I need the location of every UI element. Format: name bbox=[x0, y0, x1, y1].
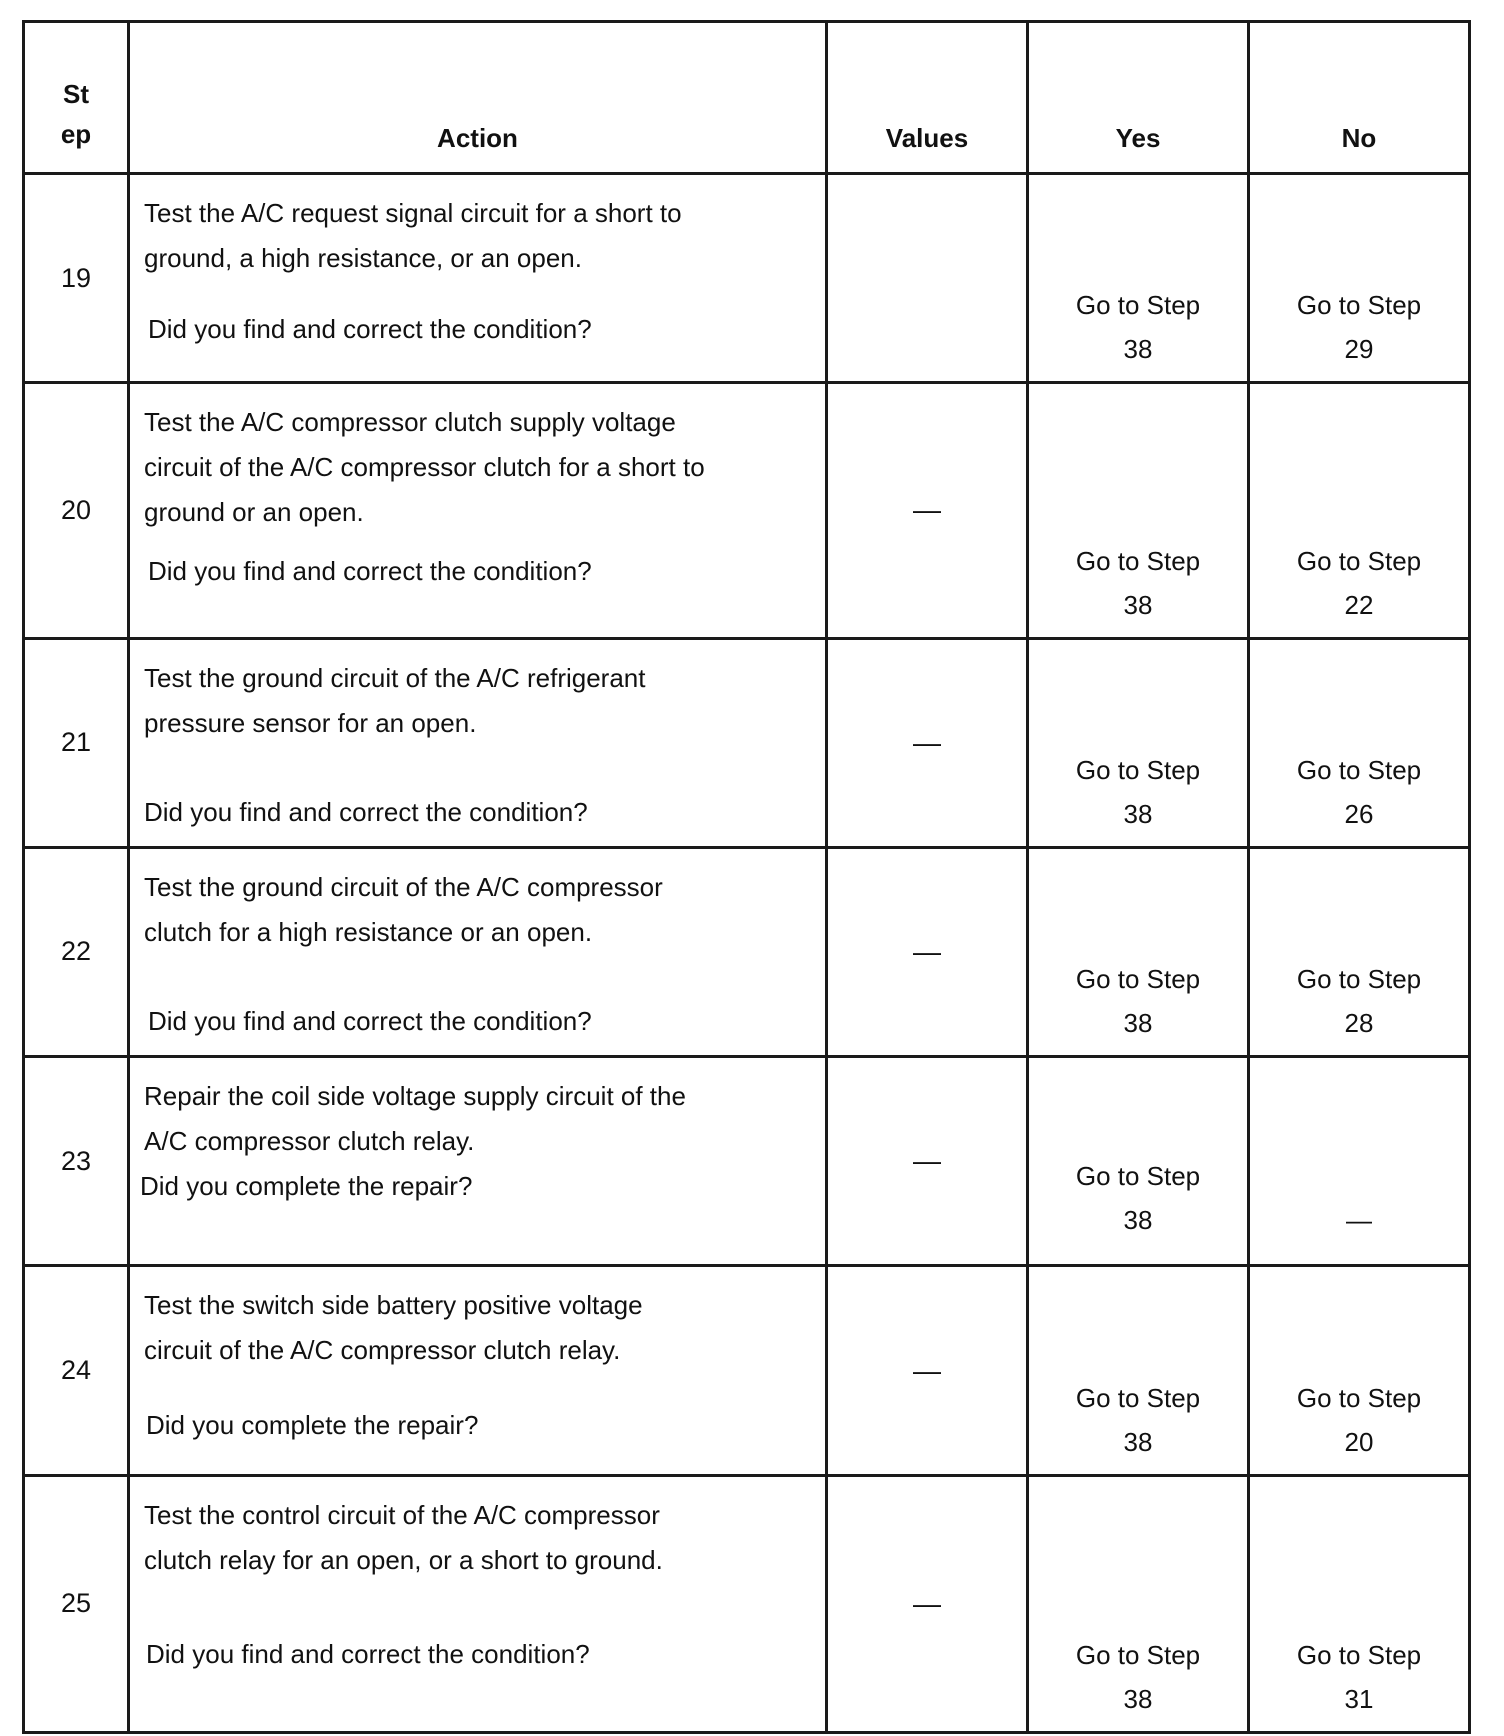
table-row bbox=[24, 1057, 1470, 1266]
no-cell bbox=[1249, 847, 1470, 1056]
action-line: clutch relay for an open, or a short to ground. bbox=[144, 1544, 663, 1575]
action-line: circuit of the A/C compressor clutch for a short to bbox=[144, 452, 705, 483]
no-step: 29 bbox=[1344, 334, 1374, 365]
table-row bbox=[24, 174, 1470, 383]
no-step: 26 bbox=[1344, 798, 1374, 829]
action-cell bbox=[129, 1266, 827, 1475]
step-number: 22 bbox=[24, 847, 129, 1056]
values-cell: — bbox=[827, 383, 1028, 638]
yes-label: Go to Step bbox=[1075, 964, 1201, 995]
header-step-line1: St bbox=[63, 79, 89, 109]
action-cell bbox=[129, 1057, 827, 1266]
action-line: Test the switch side battery positive voltage bbox=[144, 1290, 643, 1321]
values-cell: — bbox=[827, 638, 1028, 847]
values-cell: — bbox=[827, 1057, 1028, 1266]
no-cell bbox=[1249, 1475, 1470, 1732]
values-cell: — bbox=[827, 847, 1028, 1056]
action-cell bbox=[129, 174, 827, 383]
no-step: 31 bbox=[1344, 1684, 1374, 1714]
header-step-line2: ep bbox=[60, 119, 92, 149]
yes-label: Go to Step bbox=[1075, 1640, 1201, 1670]
header-row bbox=[24, 22, 1470, 174]
action-line: ground, a high resistance, or an open. bbox=[144, 243, 582, 273]
action-line: Test the A/C compressor clutch supply voltage bbox=[144, 407, 676, 438]
table-row bbox=[24, 1475, 1470, 1732]
action-cell bbox=[129, 847, 827, 1056]
no-cell bbox=[1249, 1266, 1470, 1475]
yes-step: 38 bbox=[1123, 1008, 1153, 1039]
yes-label: Go to Step bbox=[1075, 754, 1201, 785]
header-step bbox=[24, 22, 129, 174]
no-step: 22 bbox=[1344, 589, 1374, 620]
action-cell bbox=[129, 1475, 827, 1732]
action-question: Did you find and correct the condition? bbox=[146, 1638, 590, 1669]
action-line: Test the control circuit of the A/C compressor bbox=[144, 1499, 660, 1530]
no-label: Go to Step bbox=[1296, 1382, 1422, 1413]
action-line: circuit of the A/C compressor clutch relay. bbox=[144, 1335, 621, 1366]
action-question: Did you find and correct the condition? bbox=[148, 1005, 592, 1036]
header-action: Action bbox=[129, 22, 827, 174]
yes-cell bbox=[1028, 174, 1249, 383]
action-line: pressure sensor for an open. bbox=[144, 707, 477, 738]
action-line: Test the ground circuit of the A/C refrigerant bbox=[144, 662, 646, 693]
yes-label: Go to Step bbox=[1075, 1382, 1201, 1413]
yes-step: 38 bbox=[1123, 798, 1153, 829]
action-question: Did you find and correct the condition? bbox=[148, 314, 592, 344]
yes-cell bbox=[1028, 638, 1249, 847]
yes-label: Go to Step bbox=[1075, 290, 1201, 321]
values-cell: — bbox=[827, 1266, 1028, 1475]
table-row bbox=[24, 847, 1470, 1056]
diagnostic-table bbox=[22, 20, 1471, 1734]
yes-step: 38 bbox=[1123, 334, 1153, 365]
step-number: 19 bbox=[24, 174, 129, 383]
no-label: Go to Step bbox=[1296, 964, 1422, 995]
table-row bbox=[24, 638, 1470, 847]
values-cell bbox=[827, 174, 1028, 383]
yes-cell bbox=[1028, 1475, 1249, 1732]
table-row bbox=[24, 383, 1470, 638]
no-label: Go to Step bbox=[1296, 1640, 1422, 1670]
no-cell bbox=[1249, 383, 1470, 638]
values-cell: — bbox=[827, 1475, 1028, 1732]
no-label: Go to Step bbox=[1296, 545, 1422, 576]
yes-step: 38 bbox=[1123, 1684, 1153, 1714]
step-number: 25 bbox=[24, 1475, 129, 1732]
no-step: — bbox=[1346, 1205, 1372, 1236]
yes-label: Go to Step bbox=[1075, 1161, 1201, 1192]
no-cell bbox=[1249, 174, 1470, 383]
header-values: Values bbox=[827, 22, 1028, 174]
action-line: clutch for a high resistance or an open. bbox=[144, 916, 593, 947]
action-cell bbox=[129, 638, 827, 847]
action-line: Test the ground circuit of the A/C compressor bbox=[144, 871, 663, 902]
yes-cell bbox=[1028, 1266, 1249, 1475]
header-yes: Yes bbox=[1028, 22, 1249, 174]
yes-label: Go to Step bbox=[1075, 545, 1201, 576]
yes-step: 38 bbox=[1123, 1426, 1153, 1457]
step-number: 20 bbox=[24, 383, 129, 638]
action-question: Did you find and correct the condition? bbox=[148, 556, 592, 587]
table-row bbox=[24, 1266, 1470, 1475]
step-number: 24 bbox=[24, 1266, 129, 1475]
yes-cell bbox=[1028, 383, 1249, 638]
yes-cell bbox=[1028, 1057, 1249, 1266]
step-number: 21 bbox=[24, 638, 129, 847]
no-cell bbox=[1249, 638, 1470, 847]
no-label: Go to Step bbox=[1296, 290, 1422, 321]
no-label: Go to Step bbox=[1296, 754, 1422, 785]
action-question: Did you complete the repair? bbox=[146, 1410, 479, 1441]
action-line: A/C compressor clutch relay. bbox=[144, 1126, 475, 1157]
action-line: ground or an open. bbox=[144, 497, 364, 528]
action-question: Did you complete the repair? bbox=[140, 1171, 473, 1202]
step-number: 23 bbox=[24, 1057, 129, 1266]
action-question: Did you find and correct the condition? bbox=[144, 796, 588, 827]
no-cell bbox=[1249, 1057, 1470, 1266]
yes-step: 38 bbox=[1123, 1205, 1153, 1236]
action-line: Repair the coil side voltage supply circuit of the bbox=[144, 1081, 686, 1112]
action-line: Test the A/C request signal circuit for a short to bbox=[144, 198, 682, 228]
action-cell bbox=[129, 383, 827, 638]
header-no: No bbox=[1249, 22, 1470, 174]
no-step: 20 bbox=[1344, 1426, 1374, 1457]
yes-cell bbox=[1028, 847, 1249, 1056]
yes-step: 38 bbox=[1123, 589, 1153, 620]
no-step: 28 bbox=[1344, 1008, 1374, 1039]
